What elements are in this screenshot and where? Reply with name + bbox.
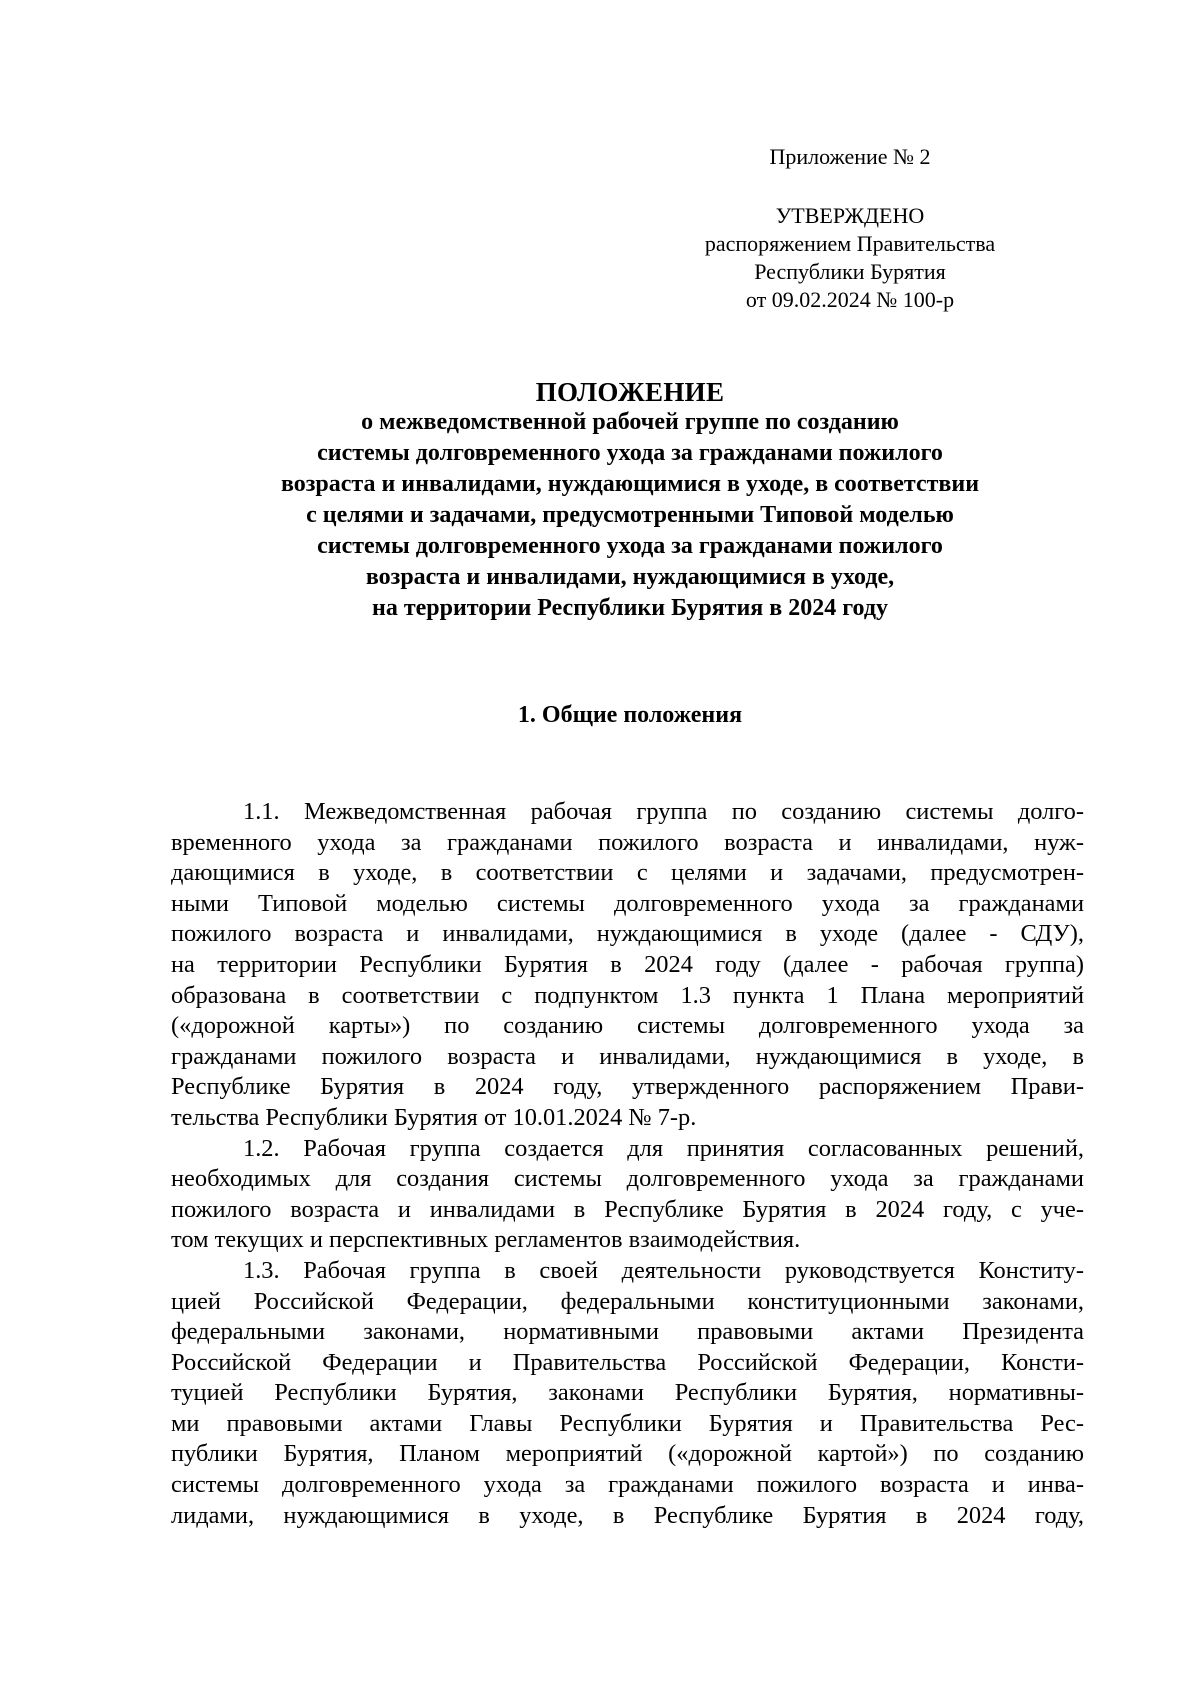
paragraph-line: туцией Республики Бурятия, законами Республики Бурятия, нормативны- — [171, 1379, 1084, 1407]
appendix-label — [700, 143, 1000, 171]
approval-line: УТВЕРЖДЕНО — [775, 203, 925, 228]
paragraph-1-1 — [171, 797, 1084, 1134]
paragraph-line: 1.3. Рабочая группа в своей деятельности руководствуется Конститу- — [243, 1256, 1084, 1284]
document-subtitle — [140, 407, 1120, 624]
paragraph-line: тельства Республики Бурятия от 10.01.2024 № 7-р. — [171, 1103, 697, 1131]
paragraph-line: пожилого возраста и инвалидами, нуждающимися в уходе (далее - СДУ), — [171, 920, 1084, 948]
section-heading: 1. Общие положения — [517, 702, 743, 728]
paragraph-1-3 — [171, 1256, 1084, 1531]
subtitle-line: системы долговременного ухода за гражданами пожилого — [317, 440, 943, 466]
paragraph-line: образована в соответствии с подпунктом 1.3 пункта 1 Плана мероприятий — [171, 981, 1084, 1009]
appendix-text: Приложение № 2 — [769, 144, 931, 169]
subtitle-line: с целями и задачами, предусмотренными Типовой моделью — [306, 502, 954, 528]
paragraph-line: том текущих и перспективных регламентов взаимодействия. — [171, 1226, 801, 1254]
paragraph-line: 1.2. Рабочая группа создается для принятия согласованных решений, — [243, 1134, 1084, 1162]
subtitle-line: возраста и инвалидами, нуждающимися в уходе, в соответствии — [280, 471, 980, 497]
document-title: ПОЛОЖЕНИЕ — [535, 377, 725, 407]
paragraph-line: Российской Федерации и Правительства Российской Федерации, Консти- — [171, 1348, 1084, 1376]
paragraph-line: ными Типовой моделью системы долговременного ухода за гражданами — [171, 889, 1084, 917]
paragraph-line: временного ухода за гражданами пожилого возраста и инвалидами, нуж- — [171, 828, 1084, 856]
subtitle-line: системы долговременного ухода за гражданами пожилого — [317, 533, 943, 559]
subtitle-line: на территории Республики Бурятия в 2024 году — [372, 595, 888, 621]
approval-line: распоряжением Правительства — [704, 231, 996, 256]
paragraph-line: на территории Республики Бурятия в 2024 году (далее - рабочая группа) — [171, 950, 1084, 978]
approval-block — [700, 202, 1000, 314]
section-body — [171, 797, 1084, 1531]
paragraph-line: лидами, нуждающимися в уходе, в Республике Бурятия в 2024 году, — [171, 1501, 1084, 1529]
title-block — [140, 377, 1120, 624]
paragraph-line: цией Российской Федерации, федеральными конституционными законами, — [171, 1287, 1084, 1315]
paragraph-1-2 — [171, 1134, 1084, 1256]
paragraph-line: дающимися в уходе, в соответствии с целями и задачами, предусмотрен- — [171, 859, 1084, 887]
approval-line: от 09.02.2024 № 100-р — [745, 287, 955, 312]
paragraph-line: гражданами пожилого возраста и инвалидами, нуждающимися в уходе, в — [171, 1042, 1084, 1070]
subtitle-line: возраста и инвалидами, нуждающимися в уходе, — [365, 564, 895, 590]
approval-line: Республики Бурятия — [754, 259, 946, 284]
paragraph-line: ми правовыми актами Главы Республики Бурятия и Правительства Рес- — [171, 1409, 1084, 1437]
paragraph-line: пожилого возраста и инвалидами в Республике Бурятия в 2024 году, с уче- — [171, 1195, 1084, 1223]
paragraph-line: необходимых для создания системы долговременного ухода за гражданами — [171, 1165, 1084, 1193]
subtitle-line: о межведомственной рабочей группе по созданию — [361, 409, 899, 435]
paragraph-line: («дорожной карты») по созданию системы долговременного ухода за — [171, 1012, 1084, 1040]
paragraph-line: системы долговременного ухода за гражданами пожилого возраста и инва- — [171, 1471, 1084, 1499]
paragraph-line: 1.1. Межведомственная рабочая группа по созданию системы долго- — [243, 798, 1084, 825]
paragraph-line: федеральными законами, нормативными правовыми актами Президента — [171, 1318, 1084, 1346]
paragraph-line: публики Бурятия, Планом мероприятий («дорожной картой») по созданию — [171, 1440, 1084, 1468]
paragraph-line: Республике Бурятия в 2024 году, утвержденного распоряжением Прави- — [171, 1073, 1084, 1101]
